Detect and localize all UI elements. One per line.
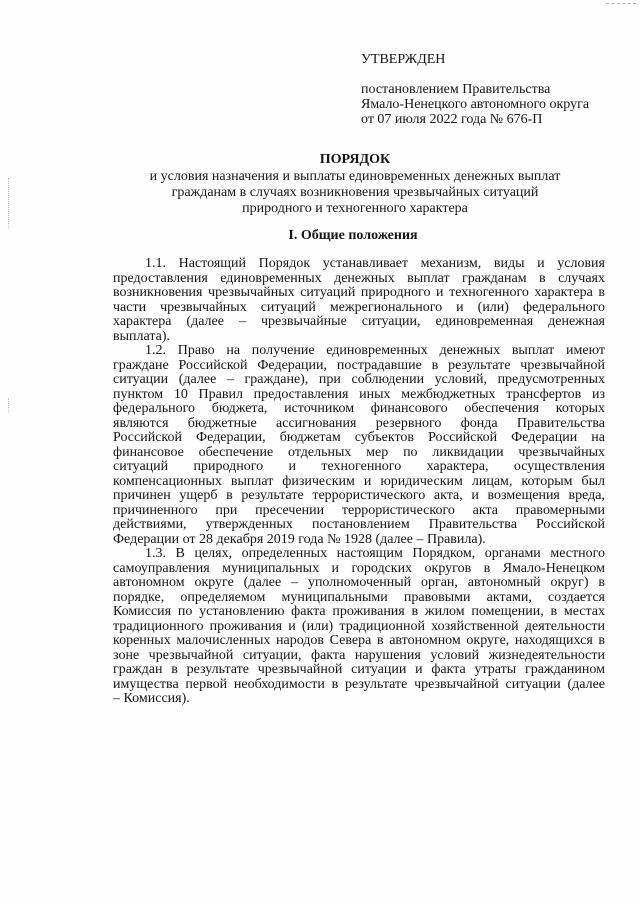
paragraph-line: предоставления единовременных денежных выплат гражданам в случаях bbox=[113, 270, 605, 286]
paragraph-line: выплата). bbox=[113, 328, 171, 344]
document-title: ПОРЯДОК bbox=[319, 152, 391, 167]
paragraph-line: возникновения чрезвычайных ситуаций природного и техногенного характера в bbox=[113, 285, 605, 300]
paragraph-line: части чрезвычайных ситуаций межрегионального и (или) федерального bbox=[113, 299, 605, 315]
paragraph-line: финансовое обеспечение отдельных мер по ликвидации чрезвычайных bbox=[113, 444, 605, 460]
paragraph-line: самоуправления муниципальных и городских округов в Ямало-Ненецком bbox=[113, 560, 605, 576]
approval-stamp: УТВЕРЖДЕН bbox=[361, 52, 446, 67]
subtitle-line: природного и техногенного характера bbox=[242, 201, 468, 216]
paragraph-line: – Комиссия). bbox=[113, 691, 190, 706]
paragraph-line: пунктом 10 Правил предоставления иных межбюджетных трансфертов из bbox=[113, 386, 605, 402]
scan-artifact bbox=[8, 398, 9, 412]
section-heading: I. Общие положения bbox=[288, 228, 418, 243]
scan-artifact bbox=[606, 3, 636, 4]
paragraph-line: зоне чрезвычайной ситуации, факта нарушения условий жизнедеятельности bbox=[113, 647, 605, 663]
paragraph-line: автономном округе (далее – уполномоченный орган, автономный округ) в bbox=[113, 575, 605, 590]
paragraph-1-2 bbox=[113, 344, 605, 547]
paragraph-line: 1.2. Право на получение единовременных денежных выплат имеют bbox=[145, 343, 605, 358]
paragraph-line: порядке, определяемом муниципальными правовыми актами, создается bbox=[113, 589, 605, 605]
paragraph-line: Комиссия по установлению факта проживания в жилом помещении, в местах bbox=[113, 604, 605, 619]
approval-line: от 07 июля 2022 года № 676-П bbox=[361, 112, 543, 127]
paragraph-line: традиционного проживания и (или) традиционной хозяйственной деятельности bbox=[113, 618, 605, 634]
paragraph-line: Российской Федерации, бюджетам субъектов Российской Федерации на bbox=[113, 430, 605, 445]
paragraph-1-3 bbox=[113, 547, 605, 707]
paragraph-line: причиненного при пресечении террористического акта правомерными bbox=[113, 502, 605, 518]
paragraph-line: компенсационных выплат физическим и юридическим лицам, которым был bbox=[113, 473, 605, 489]
paragraph-line: 1.1. Настоящий Порядок устанавливает механизм, виды и условия bbox=[145, 256, 605, 271]
scan-artifact bbox=[8, 178, 9, 228]
approval-line: Ямало-Ненецкого автономного округа bbox=[361, 97, 590, 112]
paragraph-line: являются бюджетные ассигнования резервного фонда Правительства bbox=[113, 415, 605, 431]
approval-line: постановлением Правительства bbox=[361, 82, 551, 97]
paragraph-1-1 bbox=[113, 257, 605, 344]
paragraph-line: действиями, утвержденных постановлением Правительства Российской bbox=[113, 517, 605, 532]
paragraph-line: ситуации (далее – граждане), при соблюдении условий, предусмотренных bbox=[113, 372, 605, 387]
subtitle-line: и условия назначения и выплаты единовременных денежных выплат bbox=[149, 169, 561, 184]
paragraph-line: ситуаций природного и техногенного характера, осуществления bbox=[113, 459, 605, 474]
section-body bbox=[113, 257, 605, 707]
paragraph-line: причинен ущерб в результате террористического акта, и возмещения вреда, bbox=[113, 488, 605, 503]
paragraph-line: федерального бюджета, источником финансового обеспечения которых bbox=[113, 401, 605, 416]
paragraph-line: имущества первой необходимости в результате чрезвычайной ситуации (далее bbox=[113, 676, 605, 692]
paragraph-line: коренных малочисленных народов Севера в автономном округе, находящихся в bbox=[113, 633, 605, 648]
subtitle-line: гражданам в случаях возникновения чрезвычайных ситуаций bbox=[171, 185, 539, 200]
paragraph-line: граждане Российской Федерации, пострадавшие в результате чрезвычайной bbox=[113, 357, 605, 373]
document-subtitle bbox=[110, 169, 600, 217]
paragraph-line: характера (далее – чрезвычайные ситуации, единовременная денежная bbox=[113, 314, 605, 329]
paragraph-line: граждан в результате чрезвычайной ситуации и факта утраты гражданином bbox=[113, 662, 605, 677]
paragraph-line: Федерации от 28 декабря 2019 года № 1928 (далее – Правила). bbox=[113, 531, 486, 547]
paragraph-line: 1.3. В целях, определенных настоящим Порядком, органами местного bbox=[145, 546, 605, 561]
approval-reference bbox=[361, 82, 589, 127]
